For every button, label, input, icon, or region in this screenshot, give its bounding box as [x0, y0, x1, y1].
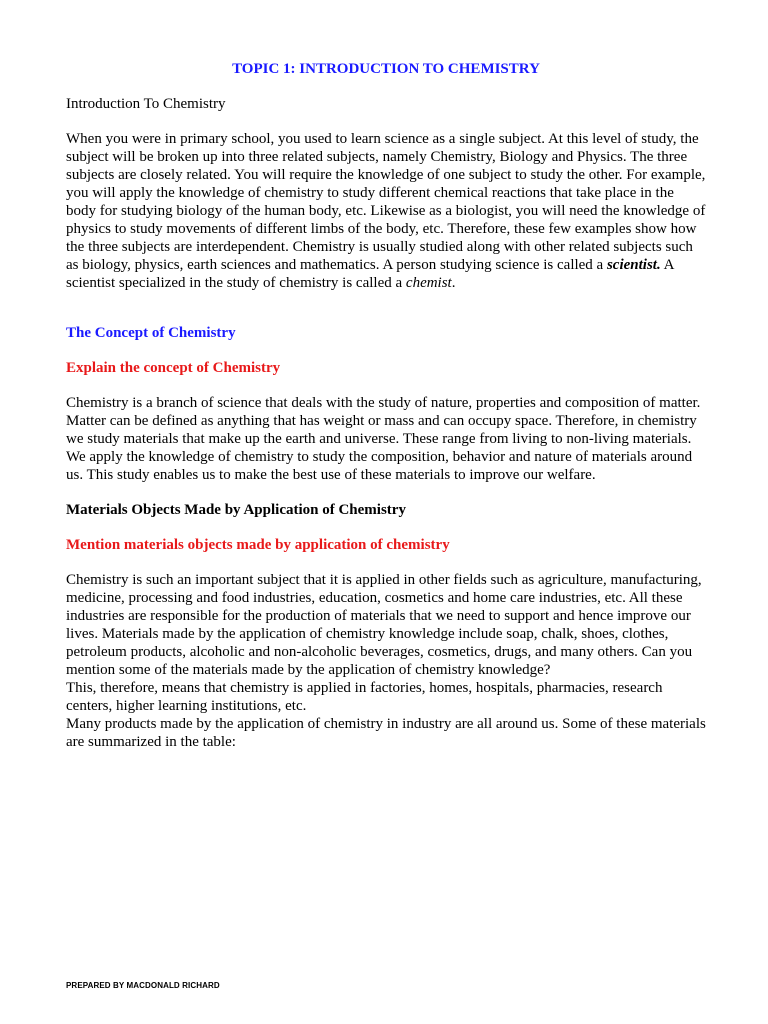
concept-subheading: Explain the concept of Chemistry: [66, 360, 281, 376]
document-page: [66, 60, 706, 751]
materials-paragraph-3: Many products made by the application of chemistry in industry are all around us. Some of these materials are summarized in the table:: [66, 716, 706, 750]
intro-paragraph: [66, 130, 706, 292]
intro-text-3: .: [451, 275, 456, 291]
materials-paragraph-1: Chemistry is such an important subject that it is applied in other fields such as agriculture, manufacturing, medicine, processing and food industries, education, cosmetics and home care industries, etc. All these industries are responsible for the production of materials that we need to support and hence improve our lives. Materials made by the application of chemistry knowledge include soap, chalk, shoes, clothes, petroleum products, alcoholic and non-alcoholic beverages, cosmetics, drugs, and many others. Can you mention some of the materials made by the application of chemistry knowledge?: [66, 572, 702, 678]
intro-text-1: When you were in primary school, you used to learn science as a single subject. At this level of study, the subject will be broken up into three related subjects, namely Chemistry, Biology and Physics. The three subjects are closely related. You will require the knowledge of one subject to study the other. For example, you will apply the knowledge of chemistry to study different chemical reactions that take place in the body for studying biology of the human body, etc. Likewise as a biologist, you will need the knowledge of physics to study movements of different limbs of the body, etc. Therefore, these few examples show how the three subjects are interdependent. Chemistry is usually studied along with other related subjects such as biology, physics, earth sciences and mathematics. A person studying science is called a: [66, 131, 706, 273]
chemist-term: chemist: [405, 275, 452, 291]
document-footer: PREPARED BY MACDONALD RICHARD: [66, 981, 220, 990]
concept-heading: The Concept of Chemistry: [66, 325, 236, 341]
intro-text-2: A scientist specialized in the study of chemistry is called a: [66, 257, 674, 291]
materials-heading: Materials Objects Made by Application of Chemistry: [66, 502, 406, 518]
materials-paragraph-2: This, therefore, means that chemistry is applied in factories, homes, hospitals, pharmacies, research centers, higher learning institutions, etc.: [66, 680, 663, 714]
intro-heading: Introduction To Chemistry: [66, 96, 226, 112]
scientist-term: scientist.: [606, 257, 661, 273]
concept-paragraph: Chemistry is a branch of science that deals with the study of nature, properties and composition of matter. Matter can be defined as anything that has weight or mass and can occupy space. Therefore, in chemistry we study materials that make up the earth and universe. These range from living to non-living materials. We apply the knowledge of chemistry to study the composition, behavior and nature of materials around us. This study enables us to make the best use of these materials to improve our welfare.: [66, 395, 701, 483]
materials-subheading: Mention materials objects made by application of chemistry: [66, 537, 450, 553]
document-title: TOPIC 1: INTRODUCTION TO CHEMISTRY: [232, 61, 540, 77]
